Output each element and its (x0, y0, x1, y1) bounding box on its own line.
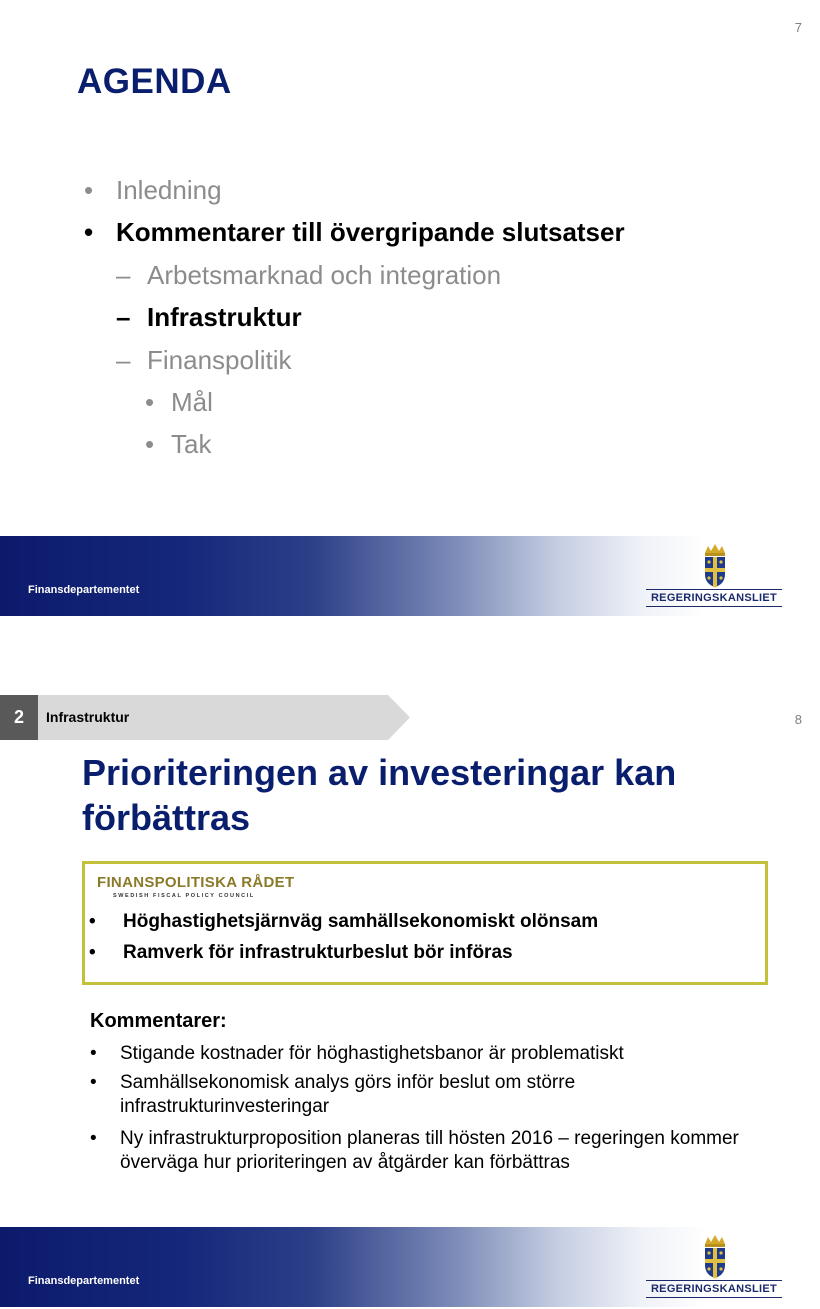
footer-ministry: Finansdepartementet (28, 584, 140, 596)
dash-marker: – (116, 345, 131, 375)
box-bullet-text: Ramverk för infrastrukturbeslut bör införas (123, 942, 513, 963)
bullet-marker: • (90, 1043, 97, 1064)
fiscal-council-logo-name: FINANSPOLITISKA RÅDET (97, 874, 295, 891)
logo-wordmark: REGERINGSKANSLIET (650, 1283, 778, 1295)
bullet-marker: • (84, 175, 94, 205)
agenda-item-label: Kommentarer till övergripande slutsatser (116, 217, 625, 247)
section-number: 2 (13, 707, 24, 727)
regeringskansliet-logo (646, 1235, 782, 1297)
crown-crest-icon (702, 544, 728, 588)
logo-wordmark: REGERINGSKANSLIET (650, 592, 778, 604)
footer-band (0, 1227, 820, 1307)
bullet-marker: • (145, 429, 155, 459)
box-bullet-text: Höghastighetsjärnväg samhällsekonomiskt olönsam (123, 911, 599, 932)
footer-band (0, 536, 820, 616)
fiscal-council-box (82, 861, 768, 985)
footer-ministry: Finansdepartementet (28, 1275, 140, 1287)
agenda-item-label: Tak (171, 429, 212, 459)
comment-text: Ny infrastrukturproposition planeras till hösten 2016 – regeringen kommer överväga hur prioriteringen av åtgärder kan förbättras (120, 1128, 739, 1173)
agenda-item-label: Infrastruktur (147, 302, 302, 332)
bullet-marker: • (84, 217, 94, 247)
logo-rule-bottom (646, 1297, 782, 1298)
logo-rule-top (646, 1280, 782, 1281)
logo-rule-top (646, 589, 782, 590)
bullet-marker: • (90, 1072, 97, 1093)
bullet-marker: • (145, 387, 155, 417)
section-label: Infrastruktur (46, 709, 130, 725)
agenda-item-label: Inledning (116, 175, 222, 205)
bullet-marker: • (89, 942, 96, 963)
section-tag (0, 695, 410, 740)
logo-rule-bottom (646, 606, 782, 607)
page-number: 7 (794, 20, 802, 35)
slide-heading: Prioriteringen av investeringar kan förbättras (82, 752, 677, 838)
agenda-item-label: Arbetsmarknad och integration (147, 260, 502, 290)
fiscal-council-logo-subtitle: SWEDISH FISCAL POLICY COUNCIL (113, 893, 255, 899)
agenda-item-label: Mål (171, 387, 213, 417)
slide-agenda (0, 0, 820, 617)
comment-text: Stigande kostnader för höghastighetsbanor är problematiskt (120, 1043, 624, 1064)
comment-text: Samhällsekonomisk analys görs inför beslut om större infrastrukturinvesteringar (120, 1072, 576, 1117)
dash-marker: – (116, 302, 131, 332)
bullet-marker: • (90, 1128, 97, 1149)
bullet-marker: • (89, 911, 96, 932)
crown-crest-icon (702, 1235, 728, 1279)
slide-infrastruktur (0, 690, 820, 1309)
agenda-item-label: Finanspolitik (147, 345, 292, 375)
regeringskansliet-logo (646, 544, 782, 606)
page-number: 8 (794, 712, 802, 727)
comments-heading: Kommentarer: (90, 1010, 227, 1032)
dash-marker: – (116, 260, 131, 290)
agenda-title: AGENDA (77, 62, 232, 101)
